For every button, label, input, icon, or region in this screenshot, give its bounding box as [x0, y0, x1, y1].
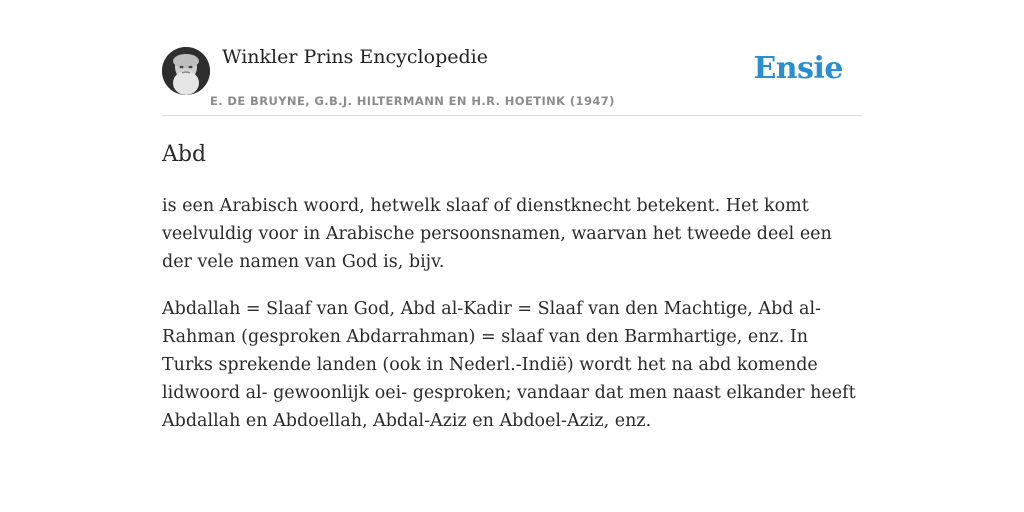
portrait-icon [162, 47, 210, 95]
header [162, 0, 862, 116]
article-body [162, 192, 862, 454]
ensie-logo-link[interactable]: Ensie [753, 51, 843, 86]
article-paragraph: is een Arabisch woord, hetwelk slaaf of dienstknecht betekent. Het komt veelvuldig voor in Arabische persoonsnamen, waarvan het tweede deel een der vele namen van God is, bijv. [162, 196, 832, 272]
publication-authors: E. DE BRUYNE, G.B.J. HILTERMANN EN H.R. HOETINK (1947) [210, 94, 615, 108]
entry-title: Abd [162, 142, 207, 167]
page [162, 0, 862, 431]
article-paragraph: Abdallah = Slaaf van God, Abd al-Kadir = Slaaf van den Machtige, Abd al-Rahman (gesproken Abdarrahman) = slaaf van den Barmhartige, enz. In Turks sprekende landen (ook in Nederl.-Indië) wordt het na abd komende lidwoord al- gewoonlijk oei- gesproken; vandaar dat men naast elkander heeft Abdallah en Abdoellah, Abdal-Aziz en Abdoel-Aziz, enz. [162, 299, 856, 431]
publication-title[interactable]: Winkler Prins Encyclopedie [222, 46, 488, 68]
author-avatar [162, 47, 210, 95]
